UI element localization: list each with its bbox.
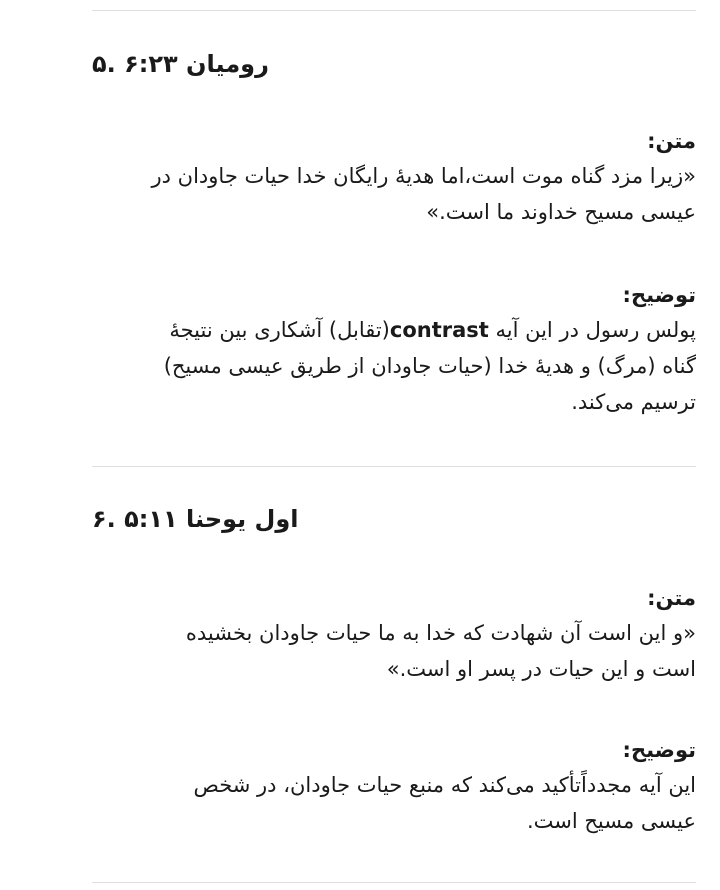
section-romans	[92, 48, 696, 80]
verse-block	[92, 583, 696, 687]
explanation-label: توضیح:	[622, 738, 696, 762]
explanation-text: پولس رسول در این آیه	[488, 318, 696, 342]
verse-line: است و این حیات در پسر او است.»	[386, 657, 696, 681]
section-divider	[92, 466, 696, 467]
verse-line: «زیرا مزد گناه موت است،اما هدیهٔ رایگان خدا حیات جاودان در	[151, 164, 696, 188]
explanation-block	[92, 735, 696, 839]
verse-line: عیسی مسیح خداوند ما است.»	[426, 200, 696, 224]
explanation-line: عیسی مسیح است.	[526, 809, 696, 833]
section-divider	[92, 10, 696, 11]
explanation-bold-term: contrast	[389, 318, 489, 342]
explanation-line: این آیه مجدداًتأکید می‌کند که منبع حیات جاودان، در شخص	[193, 773, 696, 797]
text-label: متن:	[647, 129, 696, 153]
verse-block	[92, 126, 696, 230]
explanation-text: (تقابل) آشکاری بین نتیجهٔ	[169, 318, 390, 342]
explanation-line: گناه (مرگ) و هدیهٔ خدا (حیات جاودان از طریق عیسی مسیح)	[163, 354, 696, 378]
explanation-line	[92, 312, 696, 348]
explanation-line: ترسیم می‌کند.	[571, 390, 696, 414]
section-heading: ۵. رومیان ۶:۲۳	[92, 50, 269, 78]
explanation-block	[92, 280, 696, 420]
section-heading: ۶. اول یوحنا ۵:۱۱	[92, 505, 299, 533]
section-divider	[92, 882, 696, 883]
section-1john	[92, 503, 696, 535]
verse-line: «و این است آن شهادت که خدا به ما حیات جاودان بخشیده	[185, 621, 696, 645]
text-label: متن:	[647, 586, 696, 610]
explanation-label: توضیح:	[622, 283, 696, 307]
